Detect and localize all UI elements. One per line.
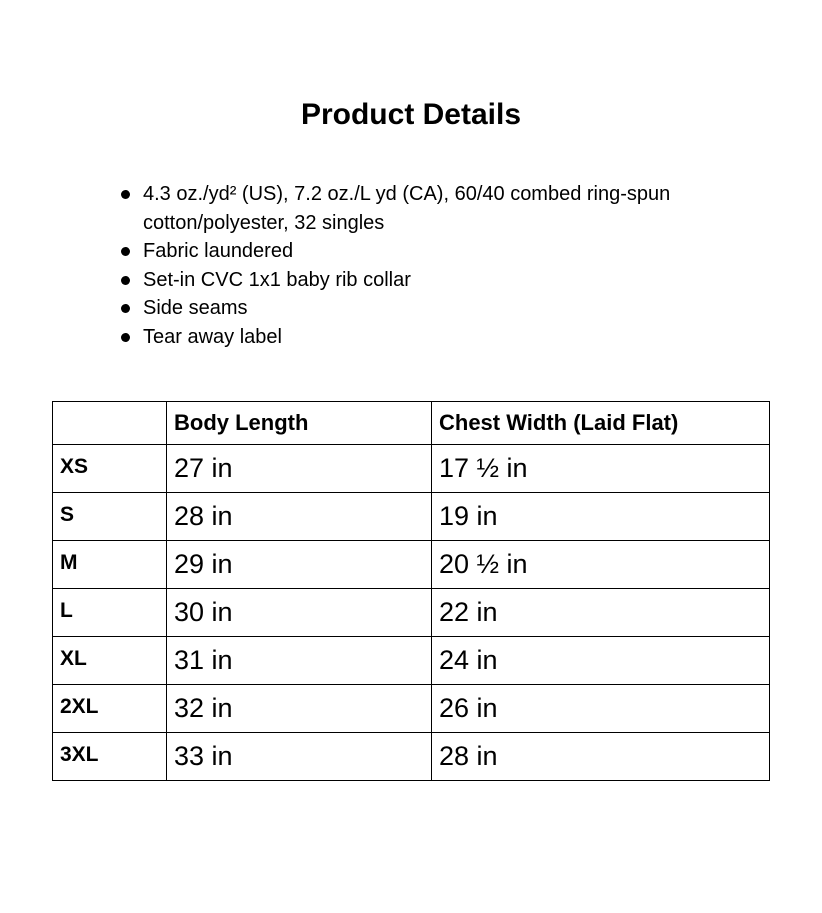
size-chart-table	[52, 401, 770, 781]
size-cell: 3XL	[53, 733, 167, 781]
table-row	[53, 493, 770, 541]
body-length-cell: 33 in	[167, 733, 432, 781]
chest-width-cell: 26 in	[432, 685, 770, 733]
table-row	[53, 445, 770, 493]
table-header-size	[53, 402, 167, 445]
table-header-row	[53, 402, 770, 445]
body-length-cell: 32 in	[167, 685, 432, 733]
table-row	[53, 733, 770, 781]
bullet-icon	[121, 304, 130, 313]
chest-width-cell: 17 ½ in	[432, 445, 770, 493]
chest-width-cell: 24 in	[432, 637, 770, 685]
product-details-list	[143, 180, 743, 352]
chest-width-cell: 20 ½ in	[432, 541, 770, 589]
body-length-cell: 30 in	[167, 589, 432, 637]
chest-width-cell: 28 in	[432, 733, 770, 781]
body-length-cell: 28 in	[167, 493, 432, 541]
size-cell: XS	[53, 445, 167, 493]
list-item: Side seams	[143, 294, 743, 323]
bullet-icon	[121, 247, 130, 256]
size-cell: L	[53, 589, 167, 637]
size-cell: S	[53, 493, 167, 541]
table-header-body-length: Body Length	[167, 402, 432, 445]
page-title: Product Details	[300, 98, 522, 131]
bullet-icon	[121, 333, 130, 342]
list-item: Fabric laundered	[143, 237, 743, 266]
table-row	[53, 589, 770, 637]
list-item: Set-in CVC 1x1 baby rib collar	[143, 266, 743, 295]
list-item: Tear away label	[143, 323, 743, 352]
table-row	[53, 637, 770, 685]
size-cell: XL	[53, 637, 167, 685]
chest-width-cell: 19 in	[432, 493, 770, 541]
table-row	[53, 685, 770, 733]
table-row	[53, 541, 770, 589]
list-item: 4.3 oz./yd² (US), 7.2 oz./L yd (CA), 60/40 combed ring-spun cotton/polyester, 32 singles	[143, 180, 743, 237]
body-length-cell: 31 in	[167, 637, 432, 685]
bullet-icon	[121, 190, 130, 199]
chest-width-cell: 22 in	[432, 589, 770, 637]
table-header-chest-width: Chest Width (Laid Flat)	[432, 402, 770, 445]
body-length-cell: 27 in	[167, 445, 432, 493]
body-length-cell: 29 in	[167, 541, 432, 589]
bullet-icon	[121, 276, 130, 285]
size-cell: M	[53, 541, 167, 589]
size-cell: 2XL	[53, 685, 167, 733]
